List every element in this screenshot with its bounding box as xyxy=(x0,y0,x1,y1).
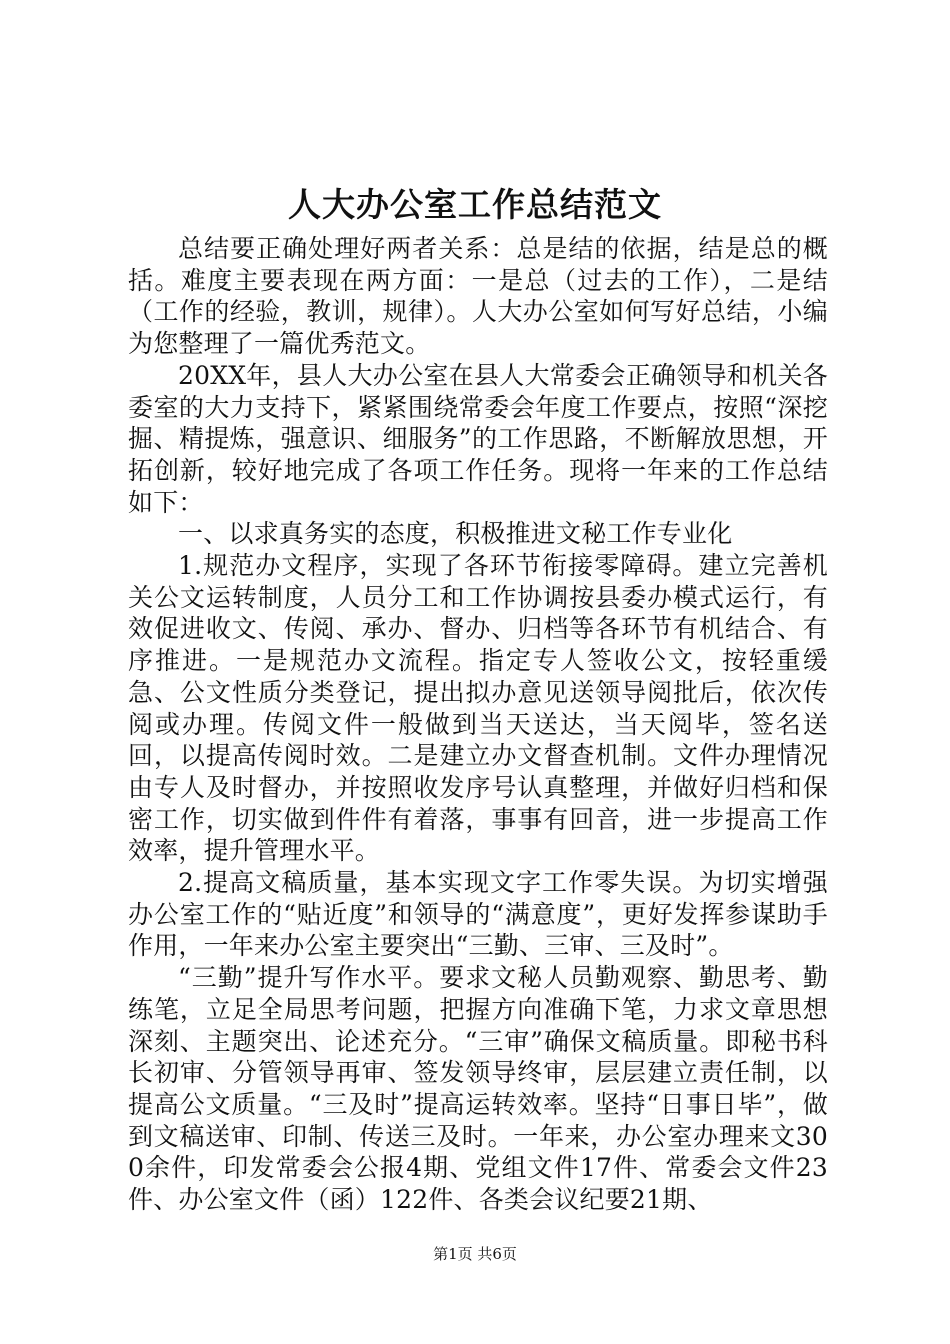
paragraph-item-1: 1.规范办文程序，实现了各环节衔接零障碍。建立完善机关公文运转制度，人员分工和工作协调按县委办模式运行，有效促进收文、传阅、承办、督办、归档等各环节有机结合、有序推进。一是规范办文流程。指定专人签收公文，按轻重缓急、公文性质分类登记，提出拟办意见送领导阅批后，依次传阅或办理。传阅文件一般做到当天送达，当天阅毕，签名送回，以提高传阅时效。二是建立办文督查机制。文件办理情况由专人及时督办，并按照收发序号认真整理，并做好归档和保密工作，切实做到件件有着落，事事有回音，进一步提高工作效率，提升管理水平。 xyxy=(128,551,828,866)
section-heading-1: 一、以求真务实的态度，积极推进文秘工作专业化 xyxy=(178,519,733,549)
document-body xyxy=(128,233,828,1216)
paragraph-intro: 总结要正确处理好两者关系：总是结的依据，结是总的概括。难度主要表现在两方面：一是总（过去的工作），二是结（工作的经验，教训，规律）。人大办公室如何写好总结，小编为您整理了一篇优秀范文。 xyxy=(128,234,828,359)
page-footer: 第1页 共6页 xyxy=(433,1245,517,1263)
paragraph-overview: 20XX年，县人大办公室在县人大常委会正确领导和机关各委室的大力支持下，紧紧围绕常委会年度工作要点，按照“深挖掘、精提炼，强意识、细服务”的工作思路，不断解放思想，开拓创新，较好地完成了各项工作任务。现将一年来的工作总结如下： xyxy=(128,360,828,517)
paragraph-item-2: 2.提高文稿质量，基本实现文字工作零失误。为切实增强办公室工作的“贴近度”和领导的“满意度”，更好发挥参谋助手作用，一年来办公室主要突出“三勤、三审、三及时”。 xyxy=(128,868,828,961)
document-title: 人大办公室工作总结范文 xyxy=(288,185,662,224)
paragraph-three-qin: “三勤”提升写作水平。要求文秘人员勤观察、勤思考、勤练笔，立足全局思考问题，把握方向准确下笔，力求文章思想深刻、主题突出、论述充分。“三审”确保文稿质量。即秘书科长初审、分管领导再审、签发领导终审，层层建立责任制，以提高公文质量。“三及时”提高运转效率。坚持“日事日毕”，做到文稿送审、印制、传送三及时。一年来，办公室办理来文300余件，印发常委会公报4期、党组文件17件、常委会文件23件、办公室文件（函）122件、各类会议纪要21期、 xyxy=(128,963,828,1215)
